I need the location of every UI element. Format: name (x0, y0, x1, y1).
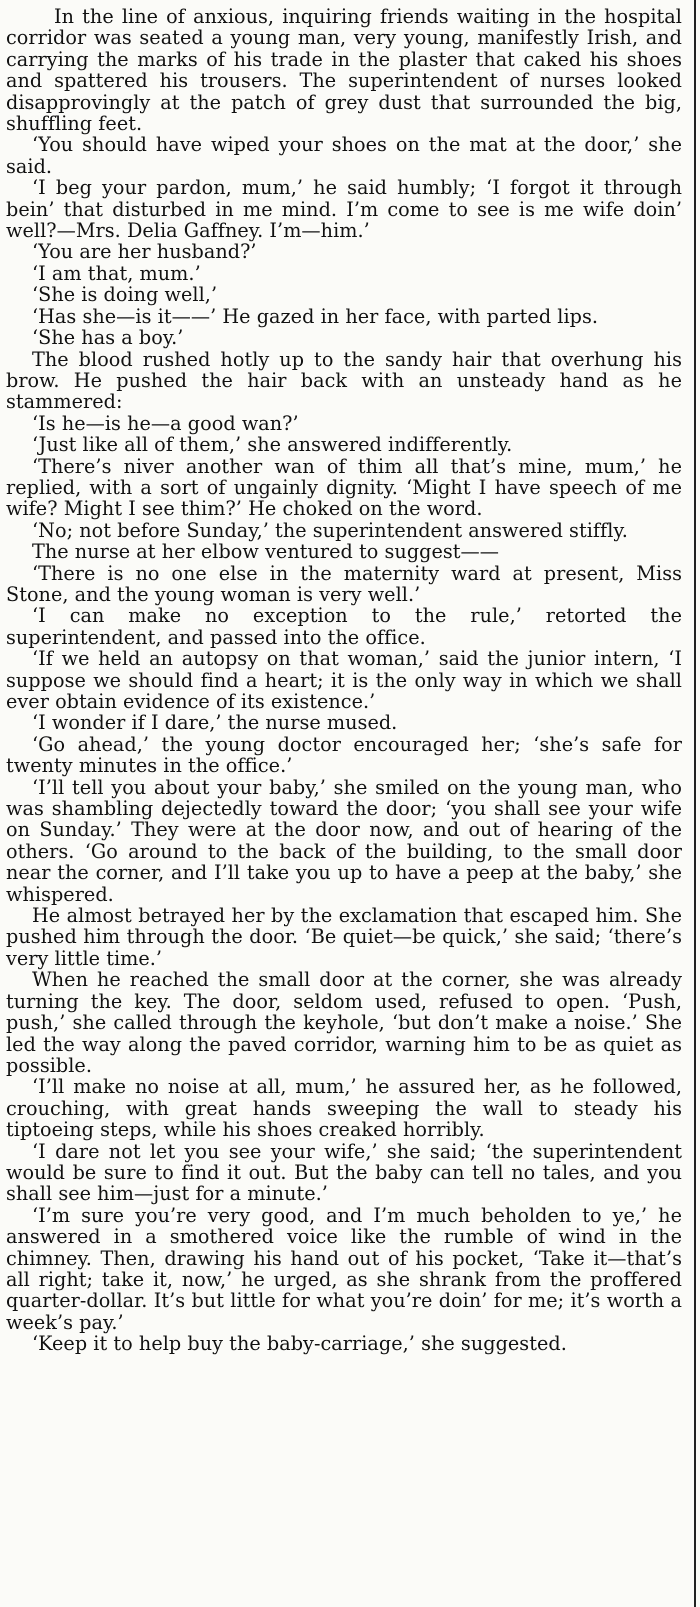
paragraph: ‘I beg your pardon, mum,’ he said humbly; ‘I forgot it through bein’ that disturbed in me mind. I’m come to see is me wife doin’ well?—Mrs. Delia Gaffney. I’m—him.’ (6, 176, 682, 243)
paragraph: ‘I’m sure you’re very good, and I’m much beholden to ye,’ he answered in a smothered voice like the rumble of wind in the chimney. Then, drawing his hand out of his pocket, ‘Take it—that’s all right; take it, now,’ he urged, as she shrank from the proffered quarter-dollar. It’s but little for what you’re doin’ for me; it’s worth a week’s pay.’ (6, 1203, 682, 1334)
paragraph: ‘I’ll tell you about your baby,’ she smiled on the young man, who was shambling dejectedly toward the door; ‘you shall see your wife on Sunday.’ They were at the door now, and out of hearing of the others. ‘Go around to the back of the building, to the small door near the corner, and I’ll take you up to have a peep at the baby,’ she whispered. (6, 775, 682, 906)
paragraph: ‘You are her husband?’ (32, 240, 257, 264)
paragraph: ‘I wonder if I dare,’ the nurse mused. (32, 711, 398, 735)
paragraph: ‘Keep it to help buy the baby-carriage,’ she suggested. (32, 1332, 567, 1356)
paragraph: He almost betrayed her by the exclamation that escaped him. She pushed him through the door. ‘Be quiet—be quick,’ she said; ‘there’s very little time.’ (6, 904, 682, 970)
paragraph: ‘Has she—is it——’ He gazed in her face, with parted lips. (32, 304, 599, 328)
paragraph: ‘Go ahead,’ the young doctor encouraged her; ‘she’s safe for twenty minutes in the office.’ (6, 732, 682, 778)
paragraph: ‘There’s niver another wan of thim all that’s mine, mum,’ he replied, with a sort of ungainly dignity. ‘Might I have speech of me wife? Might I see thim?’ He choked on the word. (6, 454, 682, 521)
paragraph: ‘There is no one else in the maternity ward at present, Miss Stone, and the young woman is very well.’ (6, 561, 682, 606)
column-rule (694, 0, 696, 1607)
paragraph: ‘I’ll make no noise at all, mum,’ he assured her, as he followed, crouching, with great hands sweeping the wall to steady his tiptoeing steps, while his shoes creaked horribly. (6, 1075, 682, 1142)
paragraph: The nurse at her elbow ventured to suggest—— (32, 540, 500, 564)
paragraph: ‘I dare not let you see your wife,’ she said; ‘the superintendent would be sure to find it out. But the baby can tell no tales, and you shall see him—just for a minute.’ (6, 1139, 682, 1206)
paragraph: ‘I can make no exception to the rule,’ retorted the superintendent, and passed into the office. (6, 604, 682, 649)
paragraph: The blood rushed hotly up to the sandy hair that overhung his brow. He pushed the hair back with an unsteady hand as he stammered: (6, 347, 682, 414)
paragraph: ‘If we held an autopsy on that woman,’ said the junior intern, ‘I suppose we should find a heart; it is the only way in which we shall ever obtain evidence of its existence.’ (6, 647, 682, 713)
paragraph: ‘I am that, mum.’ (32, 261, 201, 285)
paragraph: ‘She is doing well,’ (32, 283, 218, 307)
article-body (6, 6, 682, 1355)
paragraph: In the line of anxious, inquiring friends waiting in the hospital corridor was seated a young man, very young, manifestly Irish, and carrying the marks of his trade in the plaster that caked his shoes and spattered his trousers. The superintendent of nurses looked disapprovingly at the patch of grey dust that surrounded the big, shuffling feet. (6, 5, 682, 136)
paragraph: ‘Just like all of them,’ she answered indifferently. (32, 433, 513, 457)
paragraph: ‘You should have wiped your shoes on the mat at the door,’ she said. (6, 133, 682, 178)
paragraph: ‘No; not before Sunday,’ the superintendent answered stiffly. (32, 518, 628, 542)
paragraph: ‘She has a boy.’ (32, 326, 184, 350)
paragraph: ‘Is he—is he—a good wan?’ (32, 411, 299, 435)
paragraph: When he reached the small door at the corner, she was already turning the key. The door, seldom used, refused to open. ‘Push, push,’ she called through the keyhole, ‘but don’t make a noise.’ She led the way along the paved corridor, warning him to be as quiet as possible. (6, 968, 682, 1077)
